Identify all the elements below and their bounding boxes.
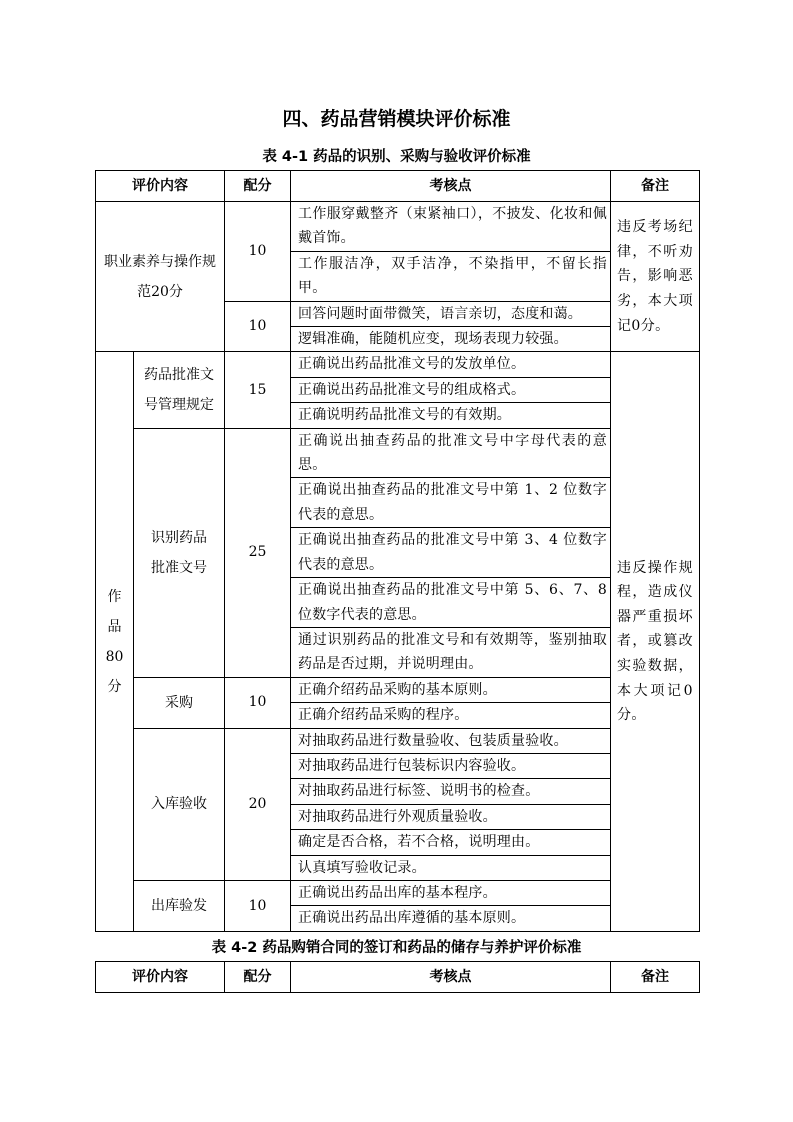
criteria-item: 回答问题时面带微笑，语言亲切，态度和蔼。 [291, 301, 611, 326]
score-cell: 10 [225, 677, 291, 728]
criteria-item: 正确说出抽查药品的批准文号中第 3、4 位数字代表的意思。 [291, 528, 611, 578]
table2 [95, 961, 700, 993]
criteria-item: 正确说明药品批准文号的有效期。 [291, 403, 611, 428]
criteria-item: 正确说出药品出库的基本程序。 [291, 880, 611, 905]
header-content: 评价内容 [96, 962, 225, 993]
score-cell: 10 [225, 301, 291, 352]
criteria-item: 正确说出药品出库遵循的基本原则。 [291, 906, 611, 931]
criteria-item: 正确介绍药品采购的程序。 [291, 703, 611, 728]
header-points: 考核点 [291, 171, 611, 202]
criteria-item: 认真填写验收记录。 [291, 855, 611, 880]
section2-label-char: 80 [105, 648, 124, 665]
score-cell: 20 [225, 728, 291, 880]
header-remark: 备注 [611, 171, 700, 202]
criteria-item: 正确介绍药品采购的基本原则。 [291, 677, 611, 702]
group-name: 药品批准文号管理规定 [134, 352, 225, 428]
criteria-item: 确定是否合格，若不合格，说明理由。 [291, 830, 611, 855]
group-name: 出库验发 [134, 880, 225, 931]
group-name: 入库验收 [134, 728, 225, 880]
criteria-item: 正确说出药品批准文号的发放单位。 [291, 352, 611, 377]
criteria-item: 对抽取药品进行包装标识内容验收。 [291, 753, 611, 778]
table-row [96, 428, 700, 478]
table-row [96, 880, 700, 905]
criteria-item: 通过识别药品的批准文号和有效期等，鉴别抽取药品是否过期，并说明理由。 [291, 627, 611, 677]
criteria-item: 正确说出药品批准文号的组成格式。 [291, 377, 611, 402]
criteria-item: 工作服穿戴整齐（束紧袖口），不披发、化妆和佩戴首饰。 [291, 202, 611, 252]
group-name: 采购 [134, 677, 225, 728]
table-row [96, 728, 700, 753]
header-content: 评价内容 [96, 171, 225, 202]
section2-label-char: 品 [107, 618, 122, 635]
criteria-item: 逻辑准确，能随机应变，现场表现力较强。 [291, 327, 611, 352]
score-cell: 15 [225, 352, 291, 428]
section1-label: 职业素养与操作规范20分 [96, 202, 225, 352]
table-row [96, 202, 700, 252]
section1-remark: 违反考场纪律，不听劝告，影响恶劣，本大项记0分。 [611, 202, 700, 352]
group-name: 识别药品批准文号 [134, 428, 225, 677]
header-remark: 备注 [611, 962, 700, 993]
header-score: 配分 [225, 962, 291, 993]
score-cell: 25 [225, 428, 291, 677]
score-cell: 10 [225, 202, 291, 302]
criteria-item: 工作服洁净，双手洁净，不染指甲，不留长指甲。 [291, 251, 611, 301]
header-score: 配分 [225, 171, 291, 202]
table-row [96, 677, 700, 702]
section2-label-char: 作 [107, 588, 122, 605]
page-title: 四、药品营销模块评价标准 [282, 108, 511, 130]
table-row [96, 352, 700, 377]
criteria-item: 正确说出抽查药品的批准文号中字母代表的意思。 [291, 428, 611, 478]
section2-label-char: 分 [107, 678, 122, 695]
criteria-item: 正确说出抽查药品的批准文号中第 1、2 位数字代表的意思。 [291, 478, 611, 528]
criteria-item: 对抽取药品进行数量验收、包装质量验收。 [291, 728, 611, 753]
table1 [95, 170, 700, 932]
section2-label [96, 352, 134, 931]
header-points: 考核点 [291, 962, 611, 993]
criteria-item: 正确说出抽查药品的批准文号中第 5、6、7、8 位数字代表的意思。 [291, 578, 611, 628]
criteria-item: 对抽取药品进行标签、说明书的检查。 [291, 779, 611, 804]
score-cell: 10 [225, 880, 291, 931]
table2-header-row [96, 962, 700, 993]
section2-remark: 违反操作规程，造成仪器严重损坏者，或篡改实验数据，本大项记0分。 [611, 352, 700, 931]
table2-caption: 表 4-2 药品购销合同的签订和药品的储存与养护评价标准 [211, 940, 582, 956]
table1-caption: 表 4-1 药品的识别、采购与验收评价标准 [262, 149, 531, 165]
criteria-item: 对抽取药品进行外观质量验收。 [291, 804, 611, 829]
table1-header-row [96, 171, 700, 202]
